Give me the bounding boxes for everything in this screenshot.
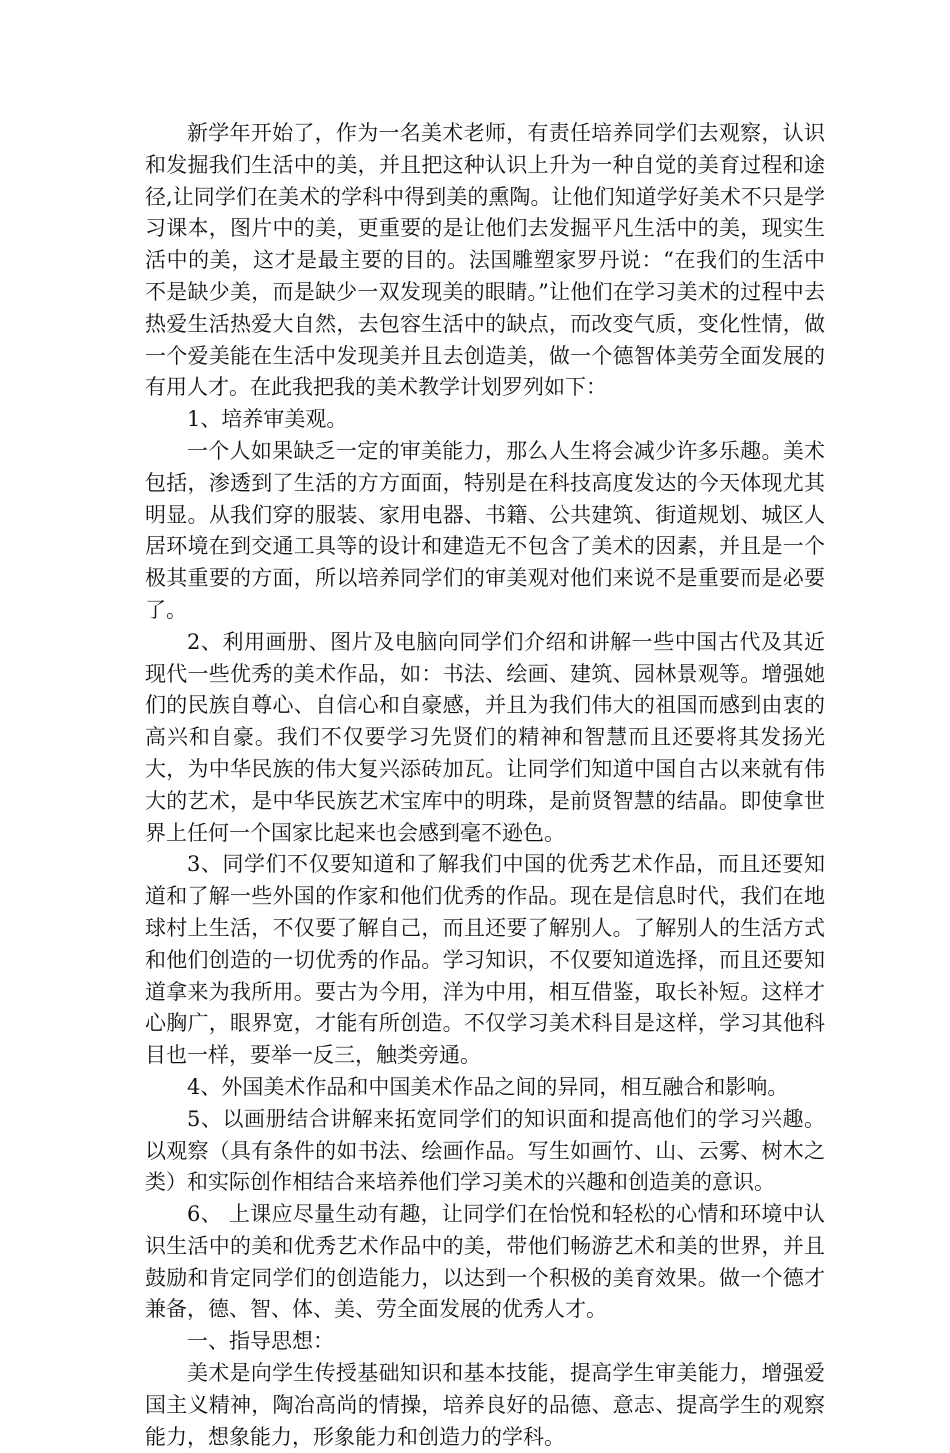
paragraph-item-5: 5、以画册结合讲解来拓宽同学们的知识面和提高他们的学习兴趣。以观察（具有条件的如书法、绘画作品。写生如画竹、山、云雾、树木之类）和实际创作相结合来培养他们学习美术的兴趣和创造美的意识。 [145, 1106, 825, 1195]
paragraph-item-4: 4、外国美术作品和中国美术作品之间的异同，相互融合和影响。 [187, 1074, 789, 1099]
paragraph-item-3: 3、同学们不仅要知道和了解我们中国的优秀艺术作品，而且还要知道和了解一些外国的作家和他们优秀的作品。现在是信息时代，我们在地球村上生活，不仅要了解自己，而且还要了解别人。了解别人的生活方式和他们创造的一切优秀的作品。学习知识，不仅要知道选择，而且还要知道拿来为我所用。要古为今用，洋为中用，相互借鉴，取长补短。这样才心胸广，眼界宽，才能有所创造。不仅学习美术科目是这样，学习其他科目也一样，要举一反三，触类旁通。 [145, 852, 825, 1068]
paragraph-item-2: 2、利用画册、图片及电脑向同学们介绍和讲解一些中国古代及其近现代一些优秀的美术作品，如：书法、绘画、建筑、园林景观等。增强她们的民族自尊心、自信心和自豪感，并且为我们伟大的祖国而感到由衷的高兴和自豪。我们不仅要学习先贤们的精神和智慧而且还要将其发扬光大，为中华民族的伟大复兴添砖加瓦。让同学们知道中国自古以来就有伟大的艺术，是中华民族艺术宝库中的明珠，是前贤智慧的结晶。即使拿世界上任何一个国家比起来也会感到毫不逊色。 [145, 629, 825, 845]
paragraph-item-6: 6、 上课应尽量生动有趣，让同学们在怡悦和轻松的心情和环境中认识生活中的美和优秀艺术作品中的美，带他们畅游艺术和美的世界，并且鼓励和肯定同学们的创造能力，以达到一个积极的美育效果。做一个德才兼备，德、智、体、美、劳全面发展的优秀人才。 [145, 1202, 825, 1322]
paragraph-guiding-thought: 美术是向学生传授基础知识和基本技能，提高学生审美能力，增强爱国主义精神，陶冶高尚的情操，培养良好的品德、意志、提高学生的观察能力，想象能力，形象能力和创造力的学科。 [145, 1361, 825, 1449]
paragraph-item-1-heading: 1、培养审美观。 [187, 407, 348, 432]
section-heading-guiding-thought: 一、指导思想： [187, 1329, 334, 1354]
document-body [145, 118, 825, 1453]
paragraph-item-1-body: 一个人如果缺乏一定的审美能力，那么人生将会减少许多乐趣。美术包括，渗透到了生活的方方面面，特别是在科技高度发达的今天体现尤其明显。从我们穿的服装、家用电器、书籍、公共建筑、街道规划、城区人居环境在到交通工具等的设计和建造无不包含了美术的因素，并且是一个极其重要的方面，所以培养同学们的审美观对他们来说不是重要而是必要了。 [145, 438, 825, 622]
paragraph-intro: 新学年开始了，作为一名美术老师，有责任培养同学们去观察，认识和发掘我们生活中的美，并且把这种认识上升为一种自觉的美育过程和途径,让同学们在美术的学科中得到美的熏陶。让他们知道学好美术不只是学习课本，图片中的美，更重要的是让他们去发掘平凡生活中的美，现实生活中的美，这才是最主要的目的。法国雕塑家罗丹说：“在我们的生活中不是缺少美，而是缺少一双发现美的眼睛。”让他们在学习美术的过程中去热爱生活热爱大自然，去包容生活中的缺点，而改变气质，变化性情，做一个爱美能在生活中发现美并且去创造美，做一个德智体美劳全面发展的有用人才。在此我把我的美术教学计划罗列如下： [145, 121, 825, 400]
